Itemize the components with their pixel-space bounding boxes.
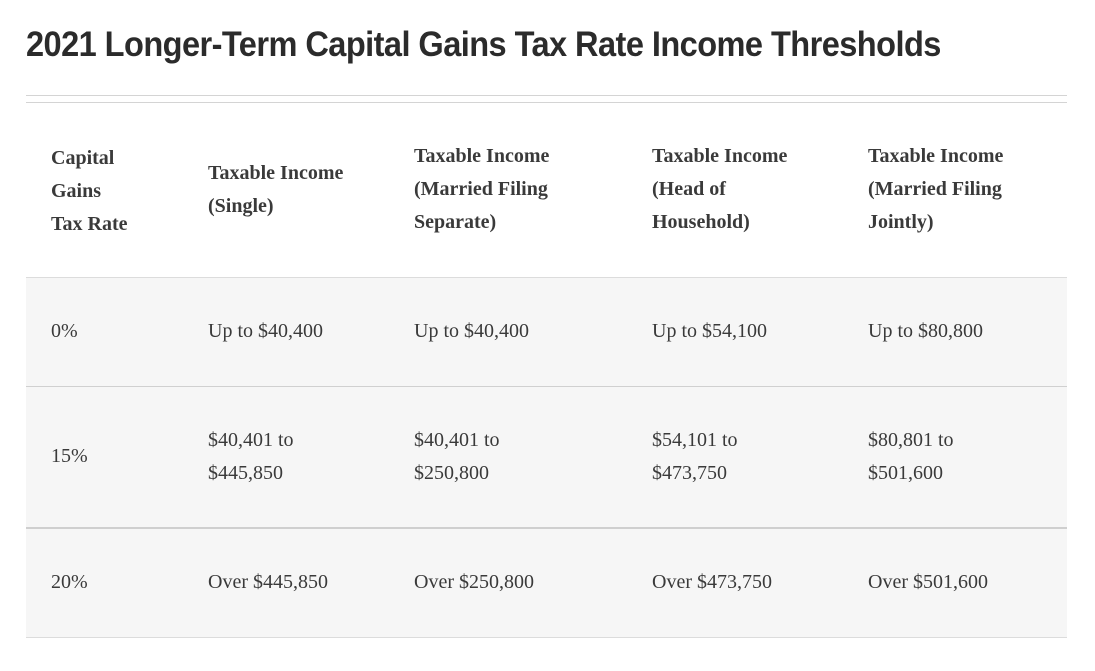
- head-of-household-cell: [627, 528, 843, 637]
- single-cell: [183, 386, 389, 528]
- table-row: [26, 277, 1067, 386]
- rate-cell: [26, 277, 183, 386]
- tax-threshold-table: [26, 103, 1067, 638]
- table-row: [26, 528, 1067, 637]
- header-text-line: (Head of: [652, 178, 726, 201]
- header-text-line: Taxable Income: [414, 145, 550, 168]
- cell-text: $473,750: [652, 461, 727, 484]
- header-text-line: Capital: [51, 147, 115, 170]
- header-text-line: Jointly): [868, 211, 934, 234]
- cell-text: $501,600: [868, 461, 943, 484]
- header-taxable-income-married-jointly: [843, 103, 1067, 277]
- married-jointly-cell: [843, 277, 1067, 386]
- married-separate-cell: [389, 386, 627, 528]
- married-jointly-cell: [843, 386, 1067, 528]
- header-text-line: (Married Filing: [414, 178, 548, 201]
- cell-text: Up to $54,100: [652, 320, 767, 342]
- header-text-line: (Single): [208, 194, 274, 217]
- cell-text: $40,401 to: [208, 428, 294, 451]
- cell-text: $40,401 to: [414, 428, 500, 451]
- header-text-line: Gains: [51, 180, 102, 203]
- header-text-line: (Married Filing: [868, 178, 1002, 201]
- header-text-line: Taxable Income: [868, 145, 1004, 168]
- header-text-line: Taxable Income: [208, 161, 344, 184]
- cell-text: $80,801 to: [868, 428, 954, 451]
- married-jointly-cell: [843, 528, 1067, 637]
- header-text-line: Separate): [414, 211, 497, 234]
- header-text-line: Household): [652, 211, 750, 234]
- cell-text: Up to $40,400: [414, 320, 529, 342]
- table-row: [26, 386, 1067, 528]
- cell-text: Up to $40,400: [208, 320, 323, 342]
- header-text-line: Taxable Income: [652, 145, 788, 168]
- page-title: 2021 Longer-Term Capital Gains Tax Rate Income Thresholds: [26, 25, 941, 64]
- header-text-line: Tax Rate: [51, 213, 128, 236]
- cell-text: Up to $80,800: [868, 320, 983, 342]
- rate-cell: [26, 386, 183, 528]
- cell-text: Over $445,850: [208, 571, 328, 594]
- married-separate-cell: [389, 528, 627, 637]
- cell-text: Over $473,750: [652, 571, 772, 594]
- cell-text: 20%: [51, 571, 88, 594]
- cell-text: 0%: [51, 320, 78, 342]
- cell-text: $445,850: [208, 461, 283, 484]
- header-taxable-income-married-separate: [389, 103, 627, 277]
- cell-text: $250,800: [414, 461, 489, 484]
- title-divider-top: [26, 95, 1067, 96]
- cell-text: 15%: [51, 445, 88, 468]
- cell-text: Over $501,600: [868, 571, 988, 594]
- single-cell: [183, 528, 389, 637]
- single-cell: [183, 277, 389, 386]
- table-header-row: [26, 103, 1067, 277]
- rate-cell: [26, 528, 183, 637]
- header-taxable-income-single: [183, 103, 389, 277]
- header-taxable-income-head-of-household: [627, 103, 843, 277]
- cell-text: $54,101 to: [652, 428, 738, 451]
- header-capital-gains-tax-rate: [26, 103, 183, 277]
- married-separate-cell: [389, 277, 627, 386]
- cell-text: Over $250,800: [414, 571, 534, 594]
- head-of-household-cell: [627, 386, 843, 528]
- head-of-household-cell: [627, 277, 843, 386]
